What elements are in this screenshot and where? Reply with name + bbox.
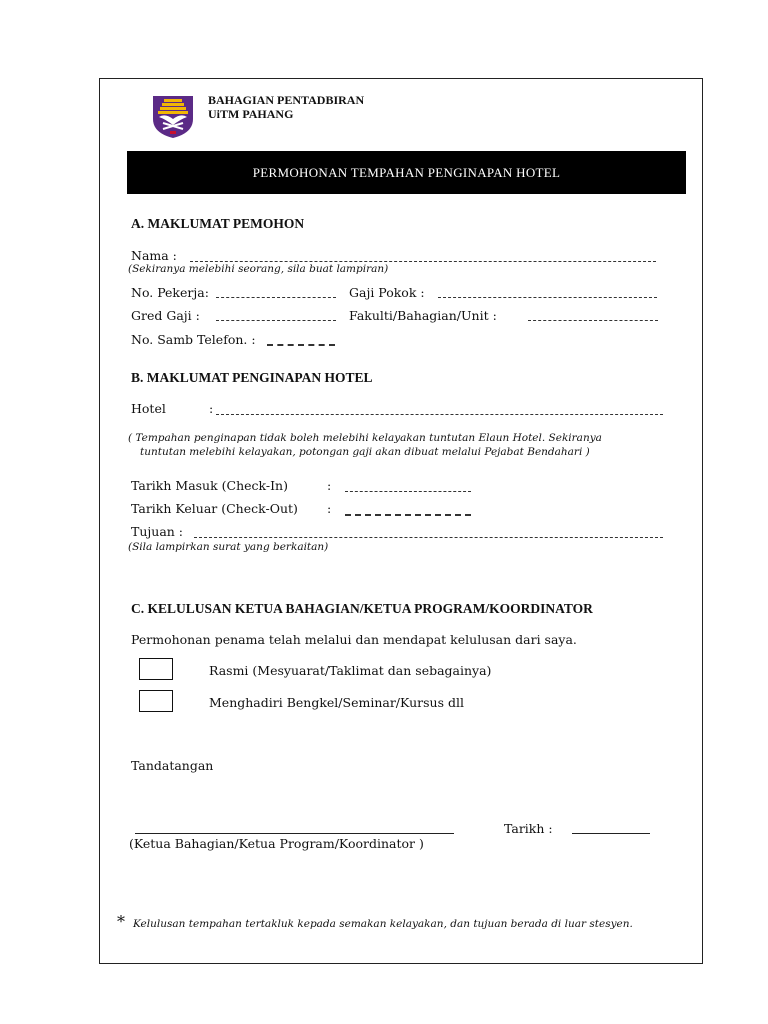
signer-caption: (Ketua Bahagian/Ketua Program/Koordinator ) bbox=[129, 836, 424, 851]
check-in-label: Tarikh Masuk (Check-In) bbox=[131, 478, 288, 493]
org-name: BAHAGIAN PENTADBIRAN bbox=[208, 93, 365, 107]
bengkel-option-label: Menghadiri Bengkel/Seminar/Kursus dll bbox=[209, 695, 464, 710]
check-in-colon: : bbox=[327, 478, 332, 493]
nama-label: Nama : bbox=[131, 248, 177, 263]
fakulti-field[interactable] bbox=[528, 320, 658, 321]
footnote-asterisk: * bbox=[117, 912, 125, 931]
rasmi-option-label: Rasmi (Mesyuarat/Taklimat dan sebagainya) bbox=[209, 663, 492, 678]
form-page bbox=[99, 78, 703, 964]
hotel-note-line1: ( Tempahan penginapan tidak boleh melebihi kelayakan tuntutan Elaun Hotel. Sekiranya bbox=[128, 432, 602, 444]
hotel-field[interactable] bbox=[216, 414, 663, 415]
section-b-heading: B. MAKLUMAT PENGINAPAN HOTEL bbox=[131, 370, 373, 385]
rasmi-checkbox[interactable] bbox=[139, 658, 173, 680]
hotel-label: Hotel bbox=[131, 401, 166, 416]
tujuan-note: (Sila lampirkan surat yang berkaitan) bbox=[128, 541, 329, 553]
check-in-field[interactable] bbox=[345, 491, 471, 492]
form-title-bar bbox=[127, 151, 686, 194]
form-title: PERMOHONAN TEMPAHAN PENGINAPAN HOTEL bbox=[252, 165, 561, 180]
gaji-pokok-label: Gaji Pokok : bbox=[349, 285, 425, 300]
gred-gaji-field[interactable] bbox=[216, 320, 336, 321]
gaji-pokok-field[interactable] bbox=[438, 297, 657, 298]
hotel-colon: : bbox=[209, 401, 214, 416]
approval-statement: Permohonan penama telah melalui dan mendapat kelulusan dari saya. bbox=[131, 632, 577, 647]
no-pekerja-label: No. Pekerja: bbox=[131, 285, 209, 300]
section-a-heading: A. MAKLUMAT PEMOHON bbox=[131, 216, 305, 231]
hotel-note-line2: tuntutan melebihi kelayakan, potongan gaji akan dibuat melalui Pejabat Bendahari ) bbox=[140, 446, 590, 458]
nama-field[interactable] bbox=[190, 261, 656, 262]
fakulti-label: Fakulti/Bahagian/Unit : bbox=[349, 308, 497, 323]
date-label: Tarikh : bbox=[504, 821, 553, 836]
bengkel-checkbox[interactable] bbox=[139, 690, 173, 712]
signature-label: Tandatangan bbox=[131, 758, 214, 773]
date-field[interactable] bbox=[572, 833, 650, 834]
check-out-label: Tarikh Keluar (Check-Out) bbox=[131, 501, 298, 516]
signature-line[interactable] bbox=[135, 833, 454, 834]
check-out-colon: : bbox=[327, 501, 332, 516]
tujuan-label: Tujuan : bbox=[131, 524, 184, 539]
section-c-heading: C. KELULUSAN KETUA BAHAGIAN/KETUA PROGRAM/KOORDINATOR bbox=[131, 601, 593, 616]
uitm-logo-icon bbox=[150, 93, 196, 139]
org-campus: UiTM PAHANG bbox=[208, 107, 294, 121]
nama-note: (Sekiranya melebihi seorang, sila buat lampiran) bbox=[128, 263, 389, 275]
telefon-label: No. Samb Telefon. : bbox=[131, 332, 256, 347]
telefon-field[interactable] bbox=[267, 344, 335, 346]
tujuan-field[interactable] bbox=[194, 537, 663, 538]
no-pekerja-field[interactable] bbox=[216, 297, 336, 298]
check-out-field[interactable] bbox=[345, 514, 471, 516]
footnote-text: Kelulusan tempahan tertakluk kepada semakan kelayakan, dan tujuan berada di luar stesyen. bbox=[133, 918, 633, 930]
gred-gaji-label: Gred Gaji : bbox=[131, 308, 200, 323]
